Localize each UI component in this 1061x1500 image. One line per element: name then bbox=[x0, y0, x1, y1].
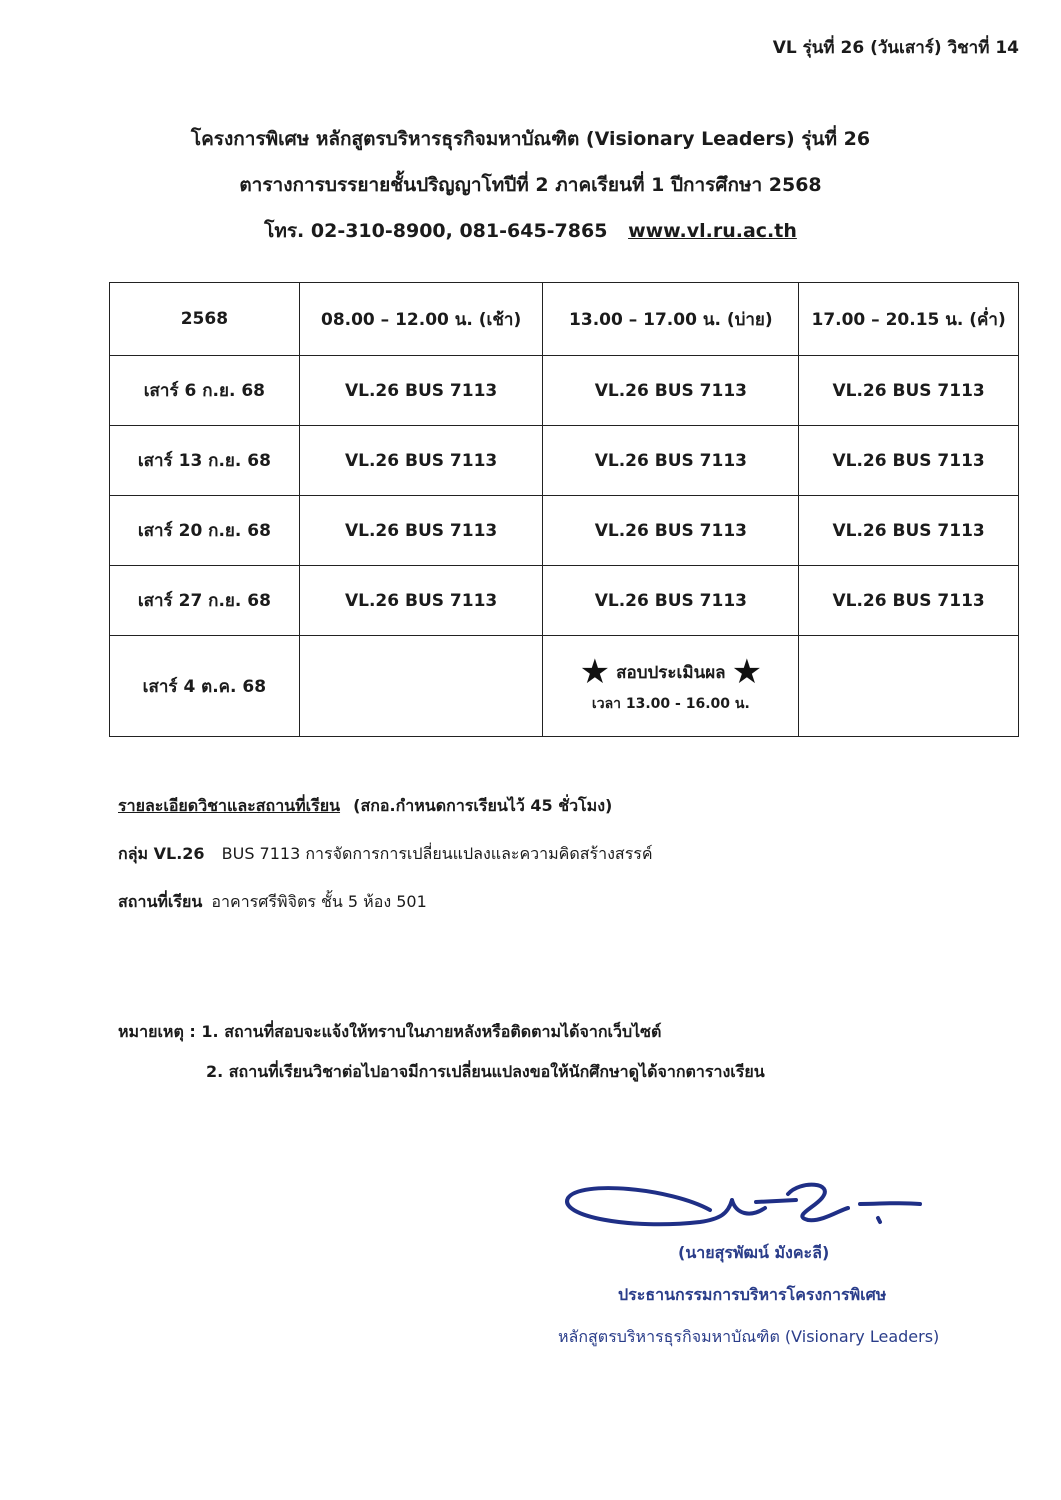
website-link[interactable]: www.vl.ru.ac.th bbox=[628, 220, 797, 242]
document-heading bbox=[0, 116, 1061, 254]
table-row bbox=[110, 426, 1019, 496]
place-value: อาคารศรีพิจิตร ชั้น 5 ห้อง 501 bbox=[211, 892, 427, 911]
row-date: เสาร์ 13 ก.ย. 68 bbox=[110, 426, 300, 496]
exam-title bbox=[543, 652, 798, 692]
row-evening: VL.26 BUS 7113 bbox=[799, 496, 1019, 566]
notes bbox=[118, 1012, 765, 1092]
signer-program: หลักสูตรบริหารธุรกิจมหาบัณฑิต (Visionary Leaders) bbox=[558, 1327, 940, 1346]
star-icon: ★ bbox=[731, 652, 763, 692]
signature-block bbox=[540, 1232, 1000, 1358]
header-morning: 08.00 – 12.00 น. (เช้า) bbox=[299, 283, 543, 356]
schedule-table bbox=[109, 282, 1019, 737]
course-details bbox=[118, 782, 653, 926]
row-morning: VL.26 BUS 7113 bbox=[299, 426, 543, 496]
document-code: VL รุ่นที่ 26 (วันเสาร์) วิชาที่ 14 bbox=[772, 38, 1019, 58]
exam-title-text: สอบประเมินผล bbox=[616, 662, 726, 683]
row-morning: VL.26 BUS 7113 bbox=[299, 566, 543, 636]
exam-date: เสาร์ 4 ต.ค. 68 bbox=[110, 636, 300, 737]
exam-evening-empty bbox=[799, 636, 1019, 737]
details-heading-line bbox=[118, 782, 653, 830]
note-line-1 bbox=[118, 1012, 765, 1052]
course-line bbox=[118, 830, 653, 878]
exam-time: เวลา 13.00 - 16.00 น. bbox=[591, 696, 750, 712]
row-evening: VL.26 BUS 7113 bbox=[799, 356, 1019, 426]
heading-contact-line bbox=[0, 208, 1061, 254]
note-line-2: 2. สถานที่เรียนวิชาต่อไปอาจมีการเปลี่ยนแปลงขอให้นักศึกษาดูได้จากตารางเรียน bbox=[206, 1062, 765, 1081]
star-icon: ★ bbox=[579, 652, 611, 692]
note-1: 1. สถานที่สอบจะแจ้งให้ทราบในภายหลังหรือติดตามได้จากเว็บไซต์ bbox=[201, 1022, 662, 1041]
table-row bbox=[110, 566, 1019, 636]
row-afternoon: VL.26 BUS 7113 bbox=[543, 566, 799, 636]
course-name: BUS 7113 การจัดการการเปลี่ยนแปลงและความคิดสร้างสรรค์ bbox=[221, 844, 653, 863]
header-afternoon: 13.00 – 17.00 น. (บ่าย) bbox=[543, 283, 799, 356]
row-afternoon: VL.26 BUS 7113 bbox=[543, 356, 799, 426]
row-date: เสาร์ 6 ก.ย. 68 bbox=[110, 356, 300, 426]
row-afternoon: VL.26 BUS 7113 bbox=[543, 496, 799, 566]
header-year: 2568 bbox=[110, 283, 300, 356]
table-header-row bbox=[110, 283, 1019, 356]
details-heading: รายละเอียดวิชาและสถานที่เรียน bbox=[118, 796, 341, 815]
row-morning: VL.26 BUS 7113 bbox=[299, 496, 543, 566]
row-evening: VL.26 BUS 7113 bbox=[799, 426, 1019, 496]
exam-morning-empty bbox=[299, 636, 543, 737]
table-row bbox=[110, 496, 1019, 566]
contact-phone: โทร. 02-310-8900, 081-645-7865 bbox=[264, 220, 608, 242]
header-evening: 17.00 – 20.15 น. (ค่ำ) bbox=[799, 283, 1019, 356]
group-label: กลุ่ม VL.26 bbox=[118, 844, 205, 863]
exam-cell bbox=[543, 636, 799, 737]
row-date: เสาร์ 27 ก.ย. 68 bbox=[110, 566, 300, 636]
signer-position: ประธานกรรมการบริหารโครงการพิเศษ bbox=[618, 1285, 887, 1304]
row-date: เสาร์ 20 ก.ย. 68 bbox=[110, 496, 300, 566]
row-afternoon: VL.26 BUS 7113 bbox=[543, 426, 799, 496]
notes-label: หมายเหตุ : bbox=[118, 1022, 196, 1041]
place-label: สถานที่เรียน bbox=[118, 892, 203, 911]
details-heading-note: (สกอ.กำหนดการเรียนไว้ 45 ชั่วโมง) bbox=[353, 796, 613, 815]
exam-row bbox=[110, 636, 1019, 737]
signer-name: (นายสุรพัฒน์ มังคะลี) bbox=[678, 1243, 830, 1262]
heading-line-1: โครงการพิเศษ หลักสูตรบริหารธุรกิจมหาบัณฑิต (Visionary Leaders) รุ่นที่ 26 bbox=[190, 128, 871, 150]
table-row bbox=[110, 356, 1019, 426]
heading-line-2: ตารางการบรรยายชั้นปริญญาโทปีที่ 2 ภาคเรียนที่ 1 ปีการศึกษา 2568 bbox=[239, 174, 822, 196]
place-line bbox=[118, 878, 653, 926]
row-evening: VL.26 BUS 7113 bbox=[799, 566, 1019, 636]
row-morning: VL.26 BUS 7113 bbox=[299, 356, 543, 426]
